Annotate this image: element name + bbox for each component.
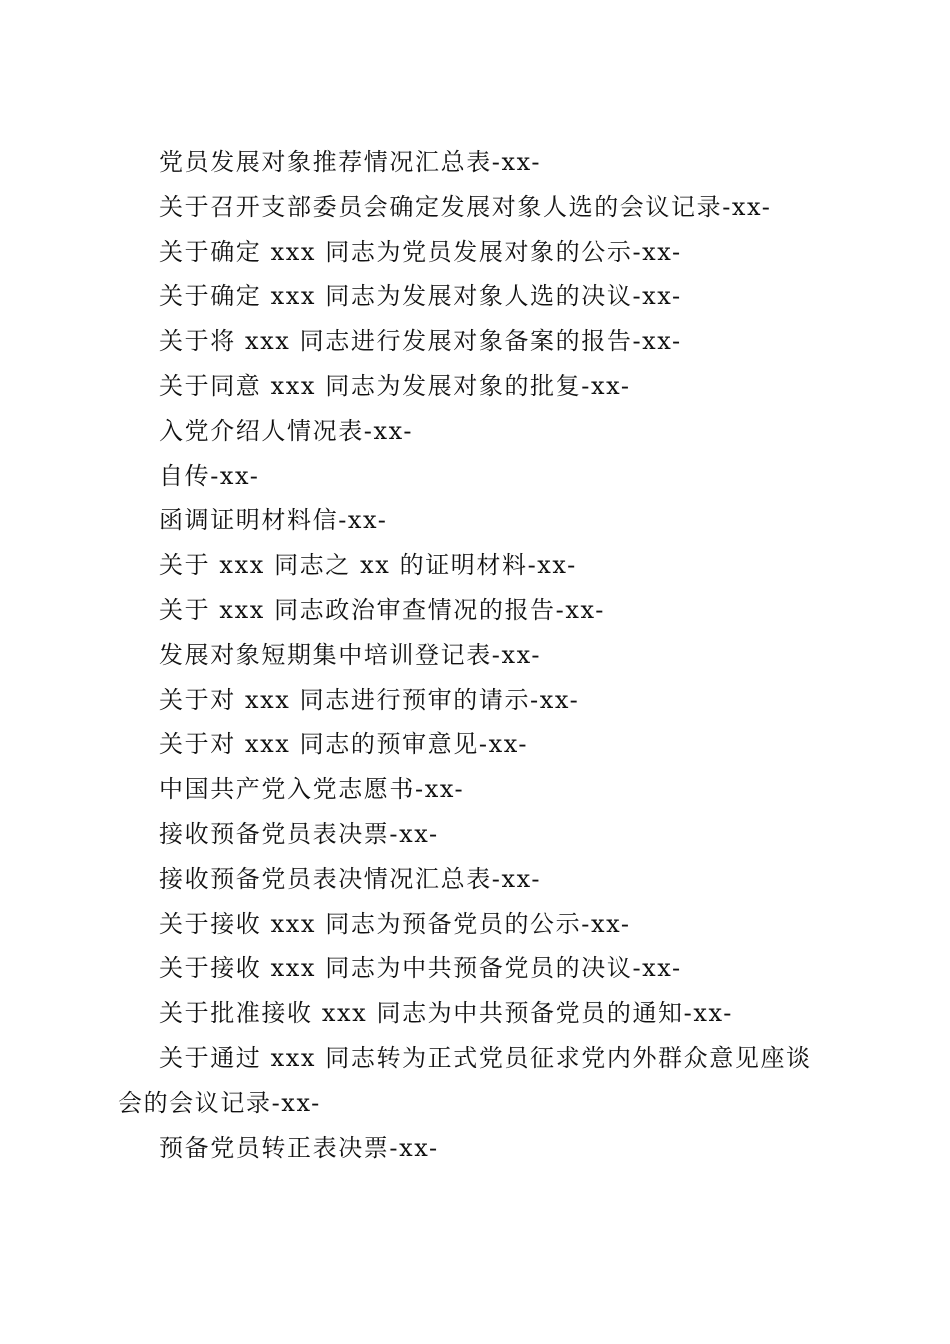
- document-body: [118, 140, 834, 1170]
- list-item: 关于接收 xxx 同志为中共预备党员的决议-xx-: [159, 954, 682, 983]
- list-item: 关于接收 xxx 同志为预备党员的公示-xx-: [159, 909, 631, 938]
- list-item: 关于 xxx 同志政治审查情况的报告-xx-: [159, 595, 605, 624]
- list-item: 关于 xxx 同志之 xx 的证明材料-xx-: [159, 551, 577, 580]
- list-item: 党员发展对象推荐情况汇总表-xx-: [159, 148, 542, 176]
- list-item: 入党介绍人情况表-xx-: [159, 416, 414, 445]
- list-item: 自传-xx-: [159, 461, 260, 490]
- list-item: 函调证明材料信-xx-: [159, 506, 388, 535]
- list-item: 发展对象短期集中培训登记表-xx-: [159, 640, 542, 669]
- list-item: 关于同意 xxx 同志为发展对象的批复-xx-: [159, 371, 631, 400]
- list-item: 关于召开支部委员会确定发展对象人选的会议记录-xx-: [159, 192, 772, 221]
- list-item: 接收预备党员表决情况汇总表-xx-: [159, 864, 542, 893]
- list-item: 预备党员转正表决票-xx-: [159, 1133, 439, 1162]
- list-item: 关于确定 xxx 同志为发展对象人选的决议-xx-: [159, 282, 682, 311]
- list-item: 中国共产党入党志愿书-xx-: [159, 775, 465, 804]
- list-item: 接收预备党员表决票-xx-: [159, 819, 439, 848]
- list-item: 关于将 xxx 同志进行发展对象备案的报告-xx-: [159, 327, 682, 356]
- list-item: 关于对 xxx 同志进行预审的请示-xx-: [159, 685, 580, 714]
- list-item: 关于批准接收 xxx 同志为中共预备党员的通知-xx-: [159, 999, 733, 1028]
- list-item: 关于确定 xxx 同志为党员发展对象的公示-xx-: [159, 237, 682, 266]
- list-item: 关于通过 xxx 同志转为正式党员征求党内外群众意见座谈会的会议记录-xx-: [118, 1043, 812, 1117]
- list-item: 关于对 xxx 同志的预审意见-xx-: [159, 730, 529, 759]
